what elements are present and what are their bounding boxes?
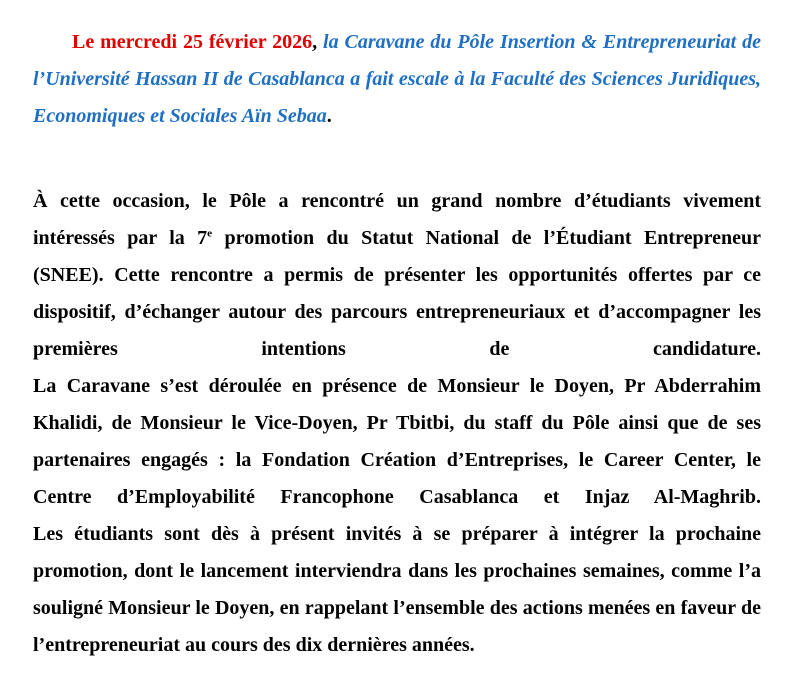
ordinal-superscript: e (207, 227, 213, 240)
intro-period: . (326, 105, 332, 127)
paragraph-invitation: Les étudiants sont dès à présent invités à se préparer à intégrer la prochaine promotion, dont le lancement interviendra dans les prochaines semaines, comme l’a souligné Monsieur le Doyen, en rappelant l’ensemble des actions menées en faveur de l’entrepreneuriat au cours des dix dernières années. (33, 523, 761, 656)
paragraph-occasion-text-start: À cette occasion, le Pôle a rencontré un grand nombre d’étudiants vivement intéressés par la 7 (33, 190, 761, 249)
article-body (33, 183, 761, 664)
paragraph-occasion-text-end: promotion du Statut National de l’Étudiant Entrepreneur (SNEE). Cette rencontre a permis de présenter les opportunités offertes par ce dispositif, d’échanger autour des parcours entrepreneuriaux et d’accompagner les premières intentions de candidature. (33, 227, 761, 360)
paragraph-occasion (33, 183, 761, 368)
document-body (33, 0, 761, 664)
caravan-description: la Caravane du Pôle Insertion & Entrepreneuriat de l’Université Hassan II de Casablanca a fait escale à la Faculté des Sciences Juridiques, Economiques et Sociales Aïn Sebaa (33, 31, 761, 127)
paragraph-attendees: La Caravane s’est déroulée en présence de Monsieur le Doyen, Pr Abderrahim Khalidi, de Monsieur le Vice-Doyen, Pr Tbitbi, du staff du Pôle ainsi que de ses partenaires engagés : la Fondation Création d’Entreprises, le Career Center, le Centre d’Employabilité Francophone Casablanca et Injaz Al-Maghrib. (33, 375, 761, 508)
event-date: Le mercredi 25 février 2026 (72, 31, 313, 53)
intro-paragraph (33, 0, 761, 135)
intro-comma: , (312, 31, 318, 53)
